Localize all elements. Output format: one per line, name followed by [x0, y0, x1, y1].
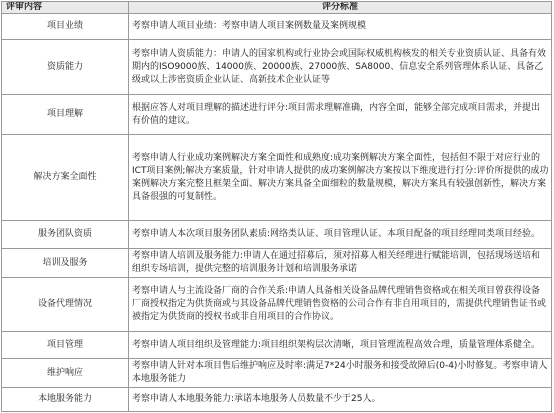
row-criteria-cell: 考察申请人项目组织及管理能力:项目组织架构层次清晰，项目管理流程高效合理，质量管理体系健全。	[129, 332, 552, 359]
table-row	[2, 388, 552, 412]
row-item-cell: 服务团队资质	[2, 221, 129, 249]
row-item-cell: 维护响应	[2, 359, 129, 388]
row-item-cell: 项目管理	[2, 332, 129, 359]
row-item-cell: 项目理解	[2, 95, 129, 135]
table-row	[2, 359, 552, 388]
row-criteria-cell: 考察申请人资质能力：申请人的国家机构或行业协会或国际权威机构核发的相关专业资质认证、具备有效期内的ISO9000族、14000族、20000族、27000族、SA8000、信息安全系列管理体系认证、具备乙级或以上涉密资质企业认证、高新技术企业认证等	[129, 40, 552, 95]
scoring-criteria-table	[1, 1, 552, 412]
row-criteria-cell: 考察申请人针对本项目售后维护响应及时率:满足7*24小时服务和接受故障后(0-4)小时修复。考察申请人本地服务能力	[129, 359, 552, 388]
row-item-cell: 解决方案全面性	[2, 135, 129, 221]
header-criteria: 评分标准	[129, 2, 552, 14]
row-criteria-cell: 考察申请人项目业绩：考察申请人项目案例数量及案例规模	[129, 14, 552, 40]
row-item-cell: 资质能力	[2, 40, 129, 95]
header-item: 评审内容	[2, 2, 129, 14]
table-row	[2, 40, 552, 95]
row-criteria-cell: 考察申请人本地服务能力:承诺本地服务人员数量不少于25人。	[129, 388, 552, 412]
table-row	[2, 249, 552, 278]
row-criteria-cell: 考察申请人本次项目服务团队素质:网络类认证、项目管理认证、本项目配备的项目经理同类项目经验。	[129, 221, 552, 249]
row-item-cell: 本地服务能力	[2, 388, 129, 412]
row-criteria-cell: 根据应答人对项目理解的描述进行评分:项目需求理解准确，内容全面，能够全部完成项目需求，并提出有价值的建议。	[129, 95, 552, 135]
row-item-cell: 培训及服务	[2, 249, 129, 278]
table-row	[2, 14, 552, 40]
row-item-cell: 设备代理情况	[2, 278, 129, 332]
table-header-row	[2, 2, 552, 14]
table-row	[2, 135, 552, 221]
row-criteria-cell: 考察申请人行业成功案例解决方案全面性和成熟度:成功案例解决方案全面性，包括但不限于对应行业的ICT项目案例;解决方案质量，针对申请人提供的成功案例解决方案按以下维度进行打分:评价所提供的成功案例解决方案完整且框架全面、解决方案具备全面细粒的数量规模，解决方案具有较强创新性，解决方案具备很强的可复制性。	[129, 135, 552, 221]
table-row	[2, 332, 552, 359]
table-row	[2, 95, 552, 135]
row-criteria-cell: 考察申请人培训及服务能力:申请人在通过招募后，须对招募人相关经理进行赋能培训，包括现场送培和组织专场培训，提供完整的培训服务计划和培训服务承诺	[129, 249, 552, 278]
row-criteria-cell: 考察申请人与主流设备厂商的合作关系:申请人具备相关设备品牌代理销售资格或在相关项目曾获得设备厂商授权指定为供货商或与其设备品牌代理销售资格的公司合作有非自用项目的，需提供代理销售证书或被指定为供货商的授权书或非自用项目的合作协议。	[129, 278, 552, 332]
table-row	[2, 278, 552, 332]
table-row	[2, 221, 552, 249]
row-item-cell: 项目业绩	[2, 14, 129, 40]
